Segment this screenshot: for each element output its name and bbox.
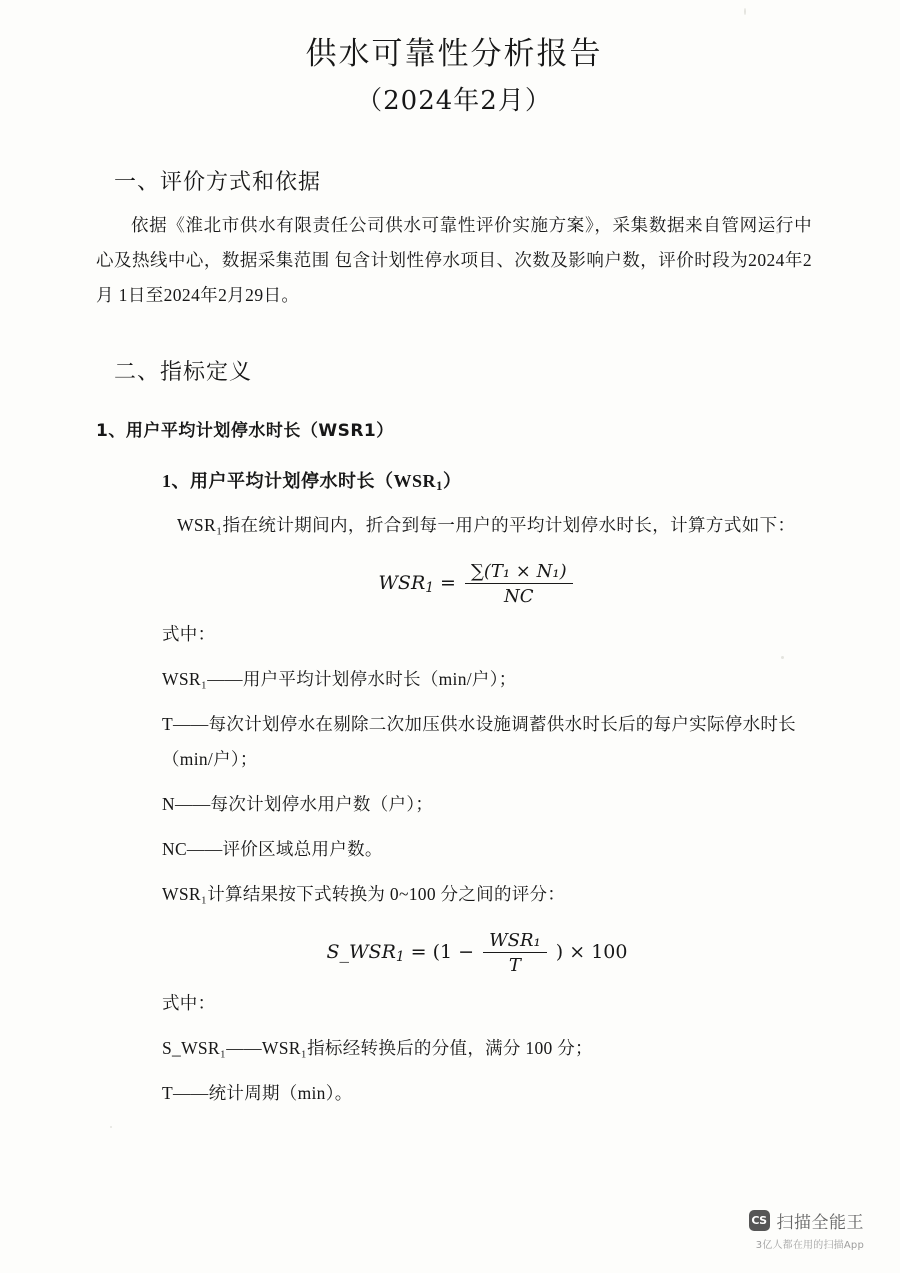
- formula-wsr1-denominator: NC: [504, 585, 534, 607]
- legend-t-period: T——统计周期（min）。: [162, 1082, 353, 1103]
- formula-score: [142, 930, 812, 976]
- formula-score-eq: =: [410, 940, 427, 963]
- formula-wsr1-eq: =: [440, 571, 456, 594]
- score-conversion-note: WSR₁计算结果按下式转换为 0~100 分之间的评分：: [162, 883, 566, 904]
- scanner-watermark: [749, 1208, 865, 1251]
- section-1-paragraph: 依据《淮北市供水有限责任公司供水可靠性评价实施方案》，采集数据来自管网运行中心及热线中心，数据采集范围 包含计划性停水项目、次数及影响户数，评价时段为2024年2月 1日至2024年2月29日。: [96, 214, 812, 305]
- formula-score-denominator: T: [508, 954, 521, 976]
- indicator-title-prefix: 1、用户平均计划停水时长（WSR: [162, 470, 437, 491]
- formula-wsr1-fraction: [465, 561, 573, 607]
- legend-nc: NC——评价区域总用户数。: [162, 838, 383, 859]
- section-2-subheading: 1、用户平均计划停水时长（WSR1）: [96, 420, 394, 441]
- formula-wsr1-numerator: ∑(T₁ × N₁): [465, 561, 573, 584]
- formula-wsr1-lhs-sub: 1: [425, 579, 434, 596]
- indicator-title-suffix: ）: [443, 470, 462, 491]
- formula-score-lhs-sub: 1: [395, 948, 405, 965]
- legend-t: T——每次计划停水在剔除二次加压供水设施调蓄供水时长后的每户实际停水时长（min/户）；: [162, 713, 796, 769]
- legend-n: N——每次计划停水用户数（户）；: [162, 793, 434, 814]
- page-title: 供水可靠性分析报告: [305, 36, 603, 72]
- formula-score-lhs: S_WSR: [326, 940, 396, 963]
- formula-legend-label-2: 式中：: [162, 992, 216, 1013]
- formula-legend-label-1: 式中：: [162, 623, 216, 644]
- legend-s-wsr1: S_WSR₁——WSR₁指标经转换后的分值，满分 100 分；: [162, 1037, 593, 1058]
- section-heading-2: 二、指标定义: [114, 359, 253, 385]
- formula-wsr1-lhs: WSR: [378, 571, 426, 594]
- document-body: [96, 34, 812, 1111]
- formula-score-close: ) × 100: [555, 940, 628, 963]
- indicator-title-sub: 1: [436, 477, 443, 493]
- legend-wsr1: WSR₁——用户平均计划停水时长（min/户）；: [162, 668, 517, 689]
- scanner-app-name: 扫描全能王: [776, 1213, 864, 1233]
- camscanner-logo-icon: CS: [749, 1210, 770, 1231]
- indicator-title: [162, 467, 812, 494]
- formula-score-numerator: WSR₁: [483, 930, 547, 953]
- formula-wsr1: [142, 561, 812, 607]
- formula-score-open: (1 −: [432, 940, 475, 963]
- page-subtitle: （2024年2月）: [356, 85, 552, 116]
- scanner-tagline: 3亿人都在用的扫描App: [755, 1240, 864, 1251]
- scan-speck: [110, 1126, 112, 1128]
- section-heading-1: 一、评价方式和依据: [114, 169, 322, 195]
- scan-speck: [744, 8, 746, 15]
- indicator-block: [142, 467, 812, 1111]
- scanner-watermark-row: [749, 1208, 865, 1233]
- indicator-definition: WSR₁指在统计期间内，折合到每一用户的平均计划停水时长，计算方式如下：: [177, 514, 796, 535]
- formula-score-fraction: [483, 930, 547, 976]
